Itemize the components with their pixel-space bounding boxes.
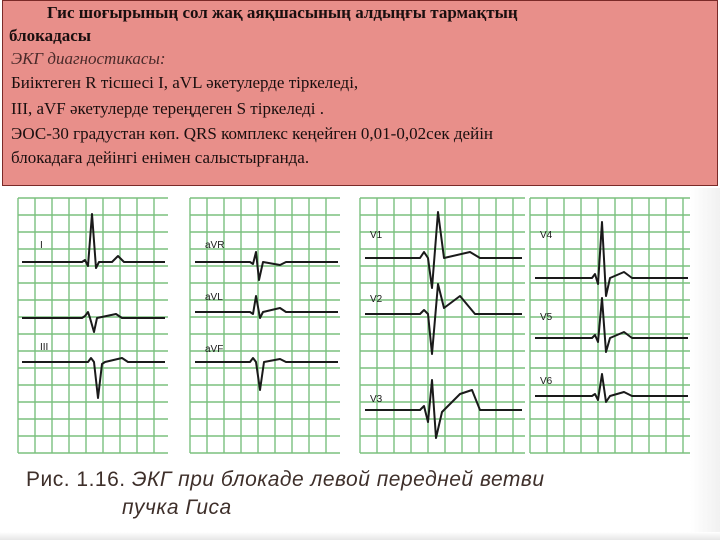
ecg-trace-v4 (535, 222, 688, 296)
ecg-traces (22, 212, 688, 438)
figure-caption-line-2: пучка Гиса (122, 496, 232, 519)
ecg-grid-panel (360, 198, 525, 453)
page-edge-shadow (690, 188, 720, 532)
lead-label-v4: V4 (540, 230, 553, 241)
subheading: ЭКГ диагностикасы: (11, 49, 166, 68)
body-line-1: Биіктеген R тісшесі I, aVL әкетулерде тіркеледі, (11, 73, 359, 92)
ecg-trace-v3 (365, 380, 522, 438)
body-line-3: ЭОС-30 градустан көп. QRS комплекс кеңейген 0,01-0,02сек дейін (11, 124, 494, 143)
lead-label-i: I (40, 240, 43, 251)
heading-line-2: блокадасы (9, 26, 92, 45)
ecg-trace-lead-i (22, 214, 165, 268)
ecg-grid-panel (190, 198, 340, 453)
ecg-trace-lead-iii (22, 358, 165, 398)
lead-label-avr: aVR (205, 240, 225, 251)
lead-label-iii: III (40, 342, 49, 353)
lead-label-avl: aVL (205, 292, 223, 303)
lead-label-v3: V3 (370, 394, 383, 405)
ecg-trace-v2 (365, 284, 522, 354)
ecg-grid (18, 198, 690, 453)
ecg-trace-v5 (535, 298, 688, 352)
body-line-2: III, aVF әкетулерде тереңдеген S тіркеледі . (11, 99, 325, 118)
lead-label-v2: V2 (370, 294, 383, 305)
description-textbox (2, 0, 718, 186)
figure-caption-line-1 (26, 468, 545, 492)
lead-label-v1: V1 (370, 230, 383, 241)
lead-label-v6: V6 (540, 376, 553, 387)
body-line-4: блокадаға дейінгі енімен салыстырғанда. (11, 148, 310, 167)
figure-caption-text: ЭКГ при блокаде левой передней ветви (131, 468, 545, 491)
ecg-trace-v6 (535, 374, 688, 402)
ecg-trace-v1 (365, 212, 522, 288)
ecg-trace-lead-ii (22, 312, 165, 332)
heading-line-1: Гис шоғырының сол жақ аяқшасының алдыңғы тармақтың (47, 3, 518, 22)
figure-number: Рис. 1.16. (26, 468, 126, 491)
bottom-edge-shadow (0, 532, 720, 540)
lead-label-v5: V5 (540, 312, 553, 323)
ecg-grid-panel (530, 198, 690, 453)
lead-label-avf: aVF (205, 344, 224, 355)
